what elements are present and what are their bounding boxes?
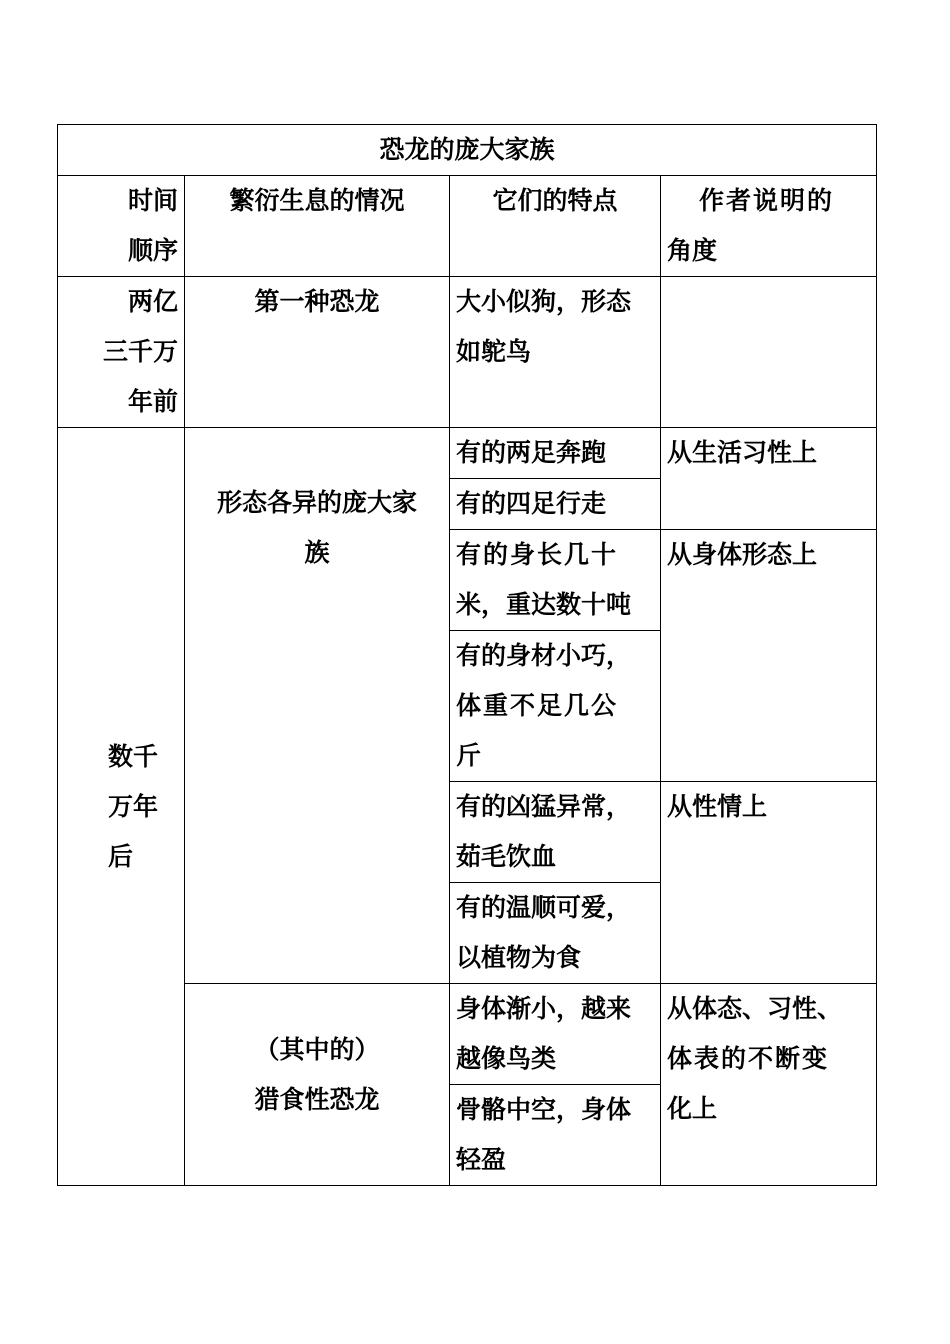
feature-cell: 骨骼中空，身体 轻盈 [450,1085,661,1186]
family-cell: 形态各异的庞大家 族 [185,428,450,984]
header-situation: 繁衍生息的情况 [185,176,450,277]
feature-cell: 有的两足奔跑 [450,428,661,479]
row1-angle [661,277,877,428]
table-title: 恐龙的庞大家族 [58,125,877,176]
angle-cell: 从生活习性上 [661,428,877,530]
header-row [58,176,877,277]
group-time: 数千 万年 后 [58,428,185,1186]
feature-cell: 有的凶猛异常， 茹毛饮血 [450,782,661,883]
feature-cell: 有的温顺可爱， 以植物为食 [450,883,661,984]
angle-cell: 从性情上 [661,782,877,984]
feature-cell: 有的身材小巧， 体重不足几公 斤 [450,631,661,782]
row1-situation: 第一种恐龙 [185,277,450,428]
header-features: 它们的特点 [450,176,661,277]
row1-time: 两亿 三千万 年前 [58,277,185,428]
header-time: 时间 顺序 [58,176,185,277]
feature-row [58,428,877,479]
dinosaur-family-table [57,124,877,1186]
angle-cell: 从体态、习性、 体表的不断变 化上 [661,984,877,1186]
feature-cell: 有的身长几十 米，重达数十吨 [450,530,661,631]
angle-cell: 从身体形态上 [661,530,877,782]
predator-cell: （其中的） 猎食性恐龙 [185,984,450,1186]
header-angle: 作者说明的 角度 [661,176,877,277]
feature-cell: 有的四足行走 [450,479,661,530]
feature-cell: 身体渐小，越来 越像鸟类 [450,984,661,1085]
row1-feature: 大小似狗，形态 如鸵鸟 [450,277,661,428]
row-first-dinosaur [58,277,877,428]
